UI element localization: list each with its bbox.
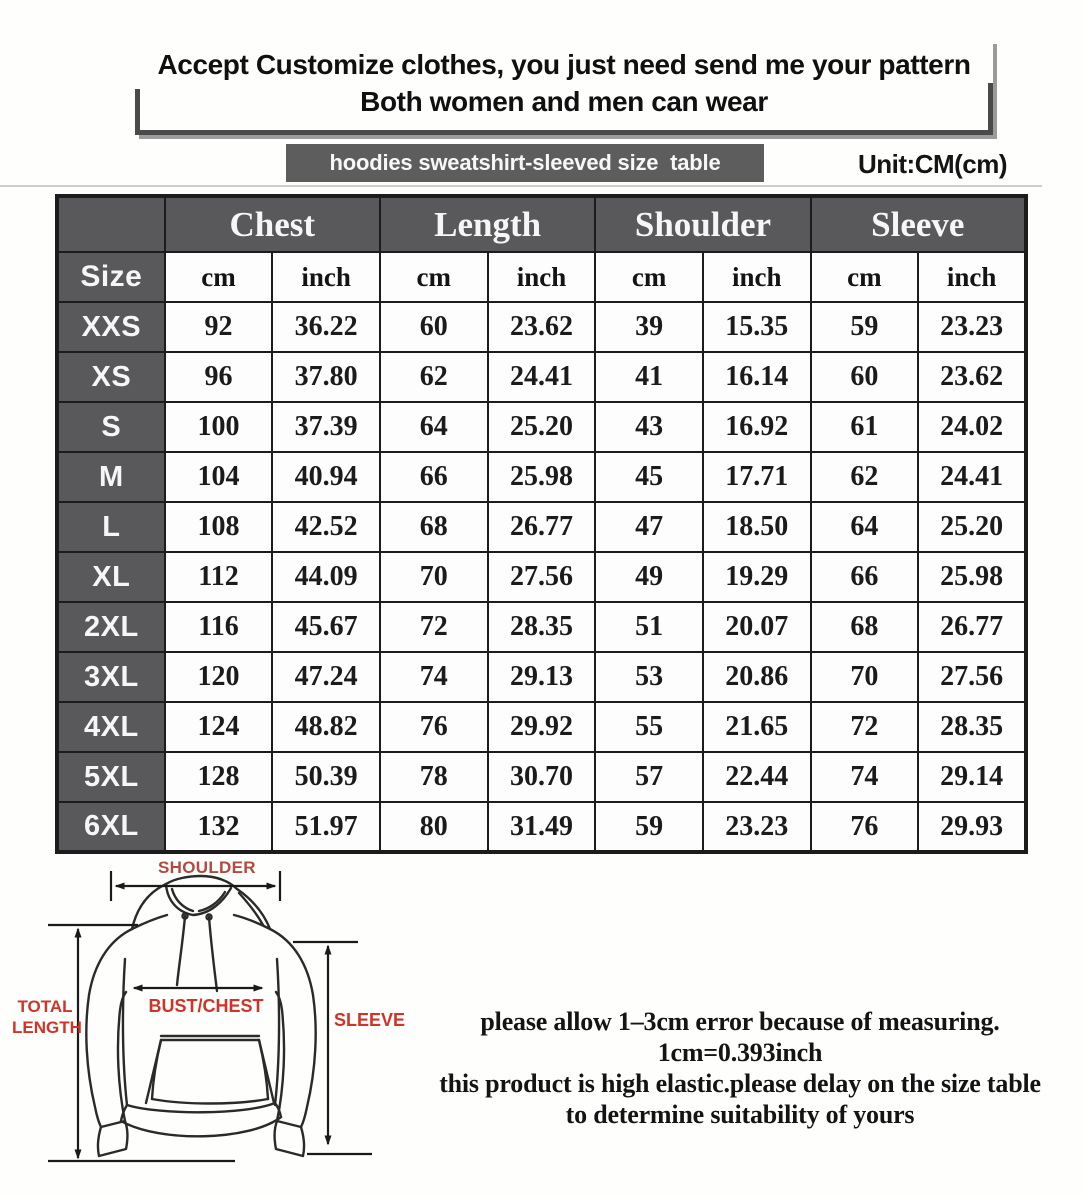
unit-header: inch: [703, 252, 811, 302]
measurement-cell: 62: [811, 452, 919, 502]
measurement-cell: 55: [595, 702, 703, 752]
custom-note-line-2: Both women and men can wear: [360, 86, 768, 117]
measurement-cell: 45: [595, 452, 703, 502]
measurement-cell: 29.13: [488, 652, 596, 702]
unit-header: inch: [272, 252, 380, 302]
measurement-cell: 24.02: [918, 402, 1026, 452]
column-group-sleeve: Sleeve: [811, 196, 1026, 252]
size-table-title: hoodies sweatshirt-sleeved size table: [329, 150, 721, 175]
size-label: 4XL: [57, 702, 165, 752]
note-line-1: please allow 1–3cm error because of measuring.: [480, 1007, 1000, 1036]
measurement-cell: 96: [165, 352, 273, 402]
measurement-cell: 28.35: [918, 702, 1026, 752]
measurement-cell: 16.14: [703, 352, 811, 402]
measurement-cell: 25.20: [488, 402, 596, 452]
column-group-shoulder: Shoulder: [595, 196, 810, 252]
measurement-cell: 51.97: [272, 802, 380, 852]
note-line-4: to determine suitability of yours: [565, 1100, 915, 1129]
measurement-cell: 100: [165, 402, 273, 452]
size-label: 3XL: [57, 652, 165, 702]
group-header-row: [57, 196, 1026, 252]
corner-cell: [57, 196, 165, 252]
measurement-cell: 64: [811, 502, 919, 552]
measurement-cell: 72: [380, 602, 488, 652]
size-label: S: [57, 402, 165, 452]
size-label: XS: [57, 352, 165, 402]
custom-note-line-1: Accept Customize clothes, you just need send me your pattern: [157, 49, 971, 80]
hoodie-measurement-diagram: [10, 855, 440, 1195]
measuring-notes: [400, 1006, 1080, 1130]
size-table-header: [57, 196, 1026, 302]
measurement-cell: 53: [595, 652, 703, 702]
measurement-cell: 15.35: [703, 302, 811, 352]
measurement-cell: 49: [595, 552, 703, 602]
measurement-cell: 41: [595, 352, 703, 402]
measurement-cell: 70: [811, 652, 919, 702]
measurement-cell: 112: [165, 552, 273, 602]
measurement-cell: 59: [811, 302, 919, 352]
measurement-cell: 28.35: [488, 602, 596, 652]
measurement-cell: 78: [380, 752, 488, 802]
measurement-cell: 70: [380, 552, 488, 602]
measurement-cell: 42.52: [272, 502, 380, 552]
unit-header: inch: [918, 252, 1026, 302]
size-label: 2XL: [57, 602, 165, 652]
table-row: [57, 302, 1026, 352]
table-row: [57, 802, 1026, 852]
column-group-chest: Chest: [165, 196, 380, 252]
measurement-cell: 76: [380, 702, 488, 752]
measurement-cell: 61: [811, 402, 919, 452]
measurement-cell: 44.09: [272, 552, 380, 602]
measurement-cell: 50.39: [272, 752, 380, 802]
sleeve-label: SLEEVE: [334, 1010, 406, 1030]
table-row: [57, 352, 1026, 402]
measurement-cell: 76: [811, 802, 919, 852]
size-table-title-bar: [286, 144, 764, 182]
shoulder-label: SHOULDER: [158, 858, 256, 877]
total-length-label: TOTAL LENGTH: [12, 997, 82, 1037]
measurement-cell: 74: [811, 752, 919, 802]
measurement-cell: 68: [380, 502, 488, 552]
measurement-cell: 45.67: [272, 602, 380, 652]
size-table-body: [57, 302, 1026, 852]
measurement-cell: 24.41: [918, 452, 1026, 502]
measurement-cell: 104: [165, 452, 273, 502]
table-row: [57, 402, 1026, 452]
size-label: 5XL: [57, 752, 165, 802]
measurement-cell: 22.44: [703, 752, 811, 802]
measurement-cell: 20.07: [703, 602, 811, 652]
measurement-cell: 47: [595, 502, 703, 552]
unit-header-row: [57, 252, 1026, 302]
unit-label: Unit:CM(cm): [858, 149, 1008, 179]
measurement-cell: 120: [165, 652, 273, 702]
measurement-cell: 23.23: [703, 802, 811, 852]
measurement-cell: 72: [811, 702, 919, 752]
measurement-cell: 25.20: [918, 502, 1026, 552]
measurement-cell: 37.80: [272, 352, 380, 402]
custom-note-box: [135, 40, 993, 135]
measurement-cell: 31.49: [488, 802, 596, 852]
measurement-cell: 25.98: [488, 452, 596, 502]
measurement-cell: 25.98: [918, 552, 1026, 602]
measurement-cell: 124: [165, 702, 273, 752]
measurement-cell: 59: [595, 802, 703, 852]
measurement-cell: 74: [380, 652, 488, 702]
unit-header: inch: [488, 252, 596, 302]
measurement-cell: 128: [165, 752, 273, 802]
measurement-cell: 66: [380, 452, 488, 502]
measurement-cell: 60: [811, 352, 919, 402]
measurement-cell: 23.62: [918, 352, 1026, 402]
table-row: [57, 452, 1026, 502]
measurement-cell: 29.14: [918, 752, 1026, 802]
bust-chest-label: BUST/CHEST: [148, 996, 264, 1016]
size-label: 6XL: [57, 802, 165, 852]
unit-header: cm: [380, 252, 488, 302]
measurement-cell: 24.41: [488, 352, 596, 402]
measurement-cell: 37.39: [272, 402, 380, 452]
measurement-cell: 68: [811, 602, 919, 652]
table-row: [57, 752, 1026, 802]
measurement-cell: 26.77: [488, 502, 596, 552]
measurement-cell: 23.62: [488, 302, 596, 352]
measurement-cell: 39: [595, 302, 703, 352]
measurement-cell: 64: [380, 402, 488, 452]
measurement-cell: 16.92: [703, 402, 811, 452]
measurement-cell: 27.56: [488, 552, 596, 602]
table-row: [57, 552, 1026, 602]
measurement-cell: 43: [595, 402, 703, 452]
column-group-length: Length: [380, 196, 595, 252]
size-table: [55, 194, 1028, 854]
measurement-cell: 57: [595, 752, 703, 802]
size-column-header: Size: [57, 252, 165, 302]
unit-header: cm: [811, 252, 919, 302]
measurement-cell: 29.93: [918, 802, 1026, 852]
table-row: [57, 702, 1026, 752]
table-row: [57, 652, 1026, 702]
measurement-cell: 19.29: [703, 552, 811, 602]
unit-header: cm: [165, 252, 273, 302]
measurement-cell: 27.56: [918, 652, 1026, 702]
table-row: [57, 602, 1026, 652]
measurement-cell: 47.24: [272, 652, 380, 702]
unit-header: cm: [595, 252, 703, 302]
measurement-cell: 21.65: [703, 702, 811, 752]
size-label: L: [57, 502, 165, 552]
note-line-3: this product is high elastic.please delay on the size table: [439, 1069, 1041, 1098]
measurement-cell: 51: [595, 602, 703, 652]
measurement-cell: 132: [165, 802, 273, 852]
measurement-cell: 62: [380, 352, 488, 402]
measurement-cell: 66: [811, 552, 919, 602]
table-row: [57, 502, 1026, 552]
measurement-cell: 26.77: [918, 602, 1026, 652]
measurement-cell: 48.82: [272, 702, 380, 752]
measurement-cell: 29.92: [488, 702, 596, 752]
size-label: M: [57, 452, 165, 502]
measurement-cell: 36.22: [272, 302, 380, 352]
measurement-cell: 40.94: [272, 452, 380, 502]
measurement-cell: 60: [380, 302, 488, 352]
measurement-cell: 108: [165, 502, 273, 552]
measurement-cell: 23.23: [918, 302, 1026, 352]
measurement-cell: 116: [165, 602, 273, 652]
measurement-cell: 30.70: [488, 752, 596, 802]
size-label: XXS: [57, 302, 165, 352]
measurement-cell: 80: [380, 802, 488, 852]
divider-line: [0, 185, 1042, 187]
note-line-2: 1cm=0.393inch: [657, 1038, 823, 1067]
measurement-cell: 20.86: [703, 652, 811, 702]
size-label: XL: [57, 552, 165, 602]
measurement-cell: 18.50: [703, 502, 811, 552]
measurement-cell: 17.71: [703, 452, 811, 502]
measurement-cell: 92: [165, 302, 273, 352]
